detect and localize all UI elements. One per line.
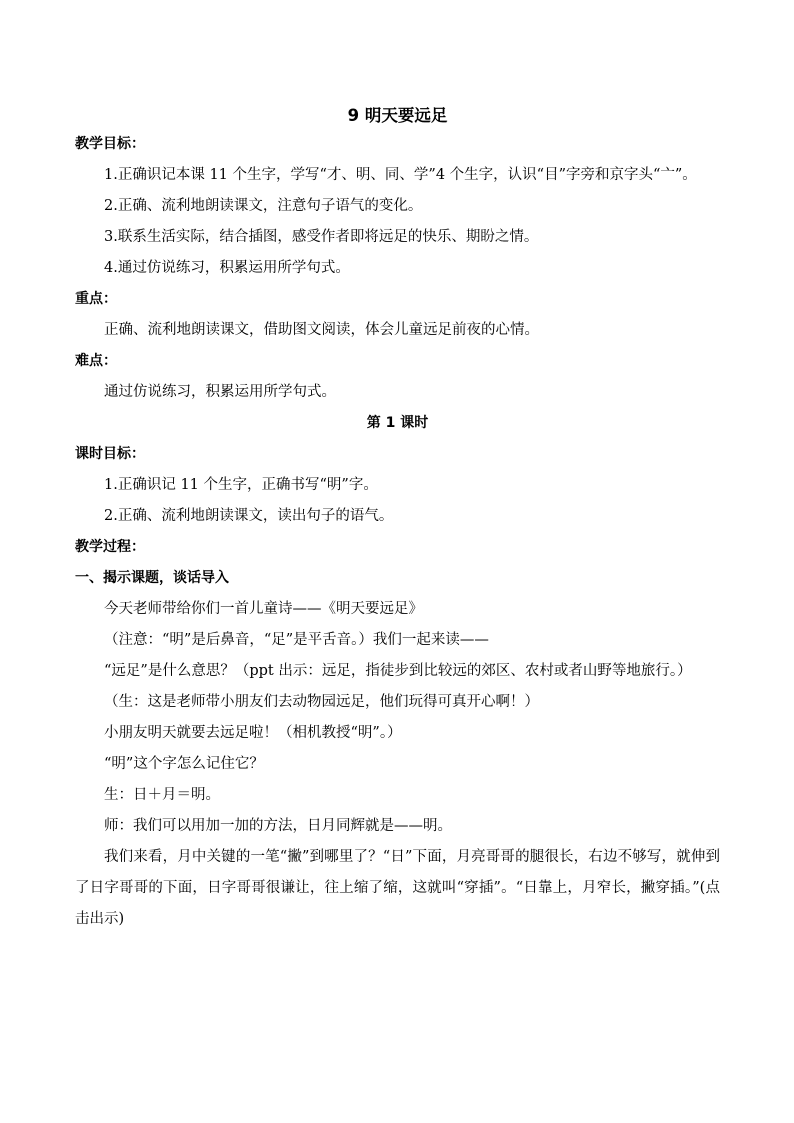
goal-3: 3.联系生活实际，结合插图，感受作者即将远足的快乐、期盼之情。: [104, 229, 539, 245]
paragraph-4: （生：这是老师带小朋友们去动物园远足，他们玩得可真开心啊！）: [104, 694, 539, 710]
teaching-goals-heading: 教学目标：: [75, 136, 145, 152]
section-1-heading: 一、揭示课题，谈话导入: [75, 570, 229, 586]
process-heading: 教学过程：: [75, 539, 145, 555]
paragraph-6: “明”这个字怎么记住它？: [104, 756, 264, 772]
key-heading: 重点：: [75, 291, 117, 307]
doc-title: 9 明天要远足: [347, 106, 448, 125]
goal-2: 2.正确、流利地朗读课文，注意句子语气的变化。: [104, 198, 423, 214]
paragraph-2: （注意：“明”是后鼻音，“足”是平舌音。）我们一起来读——: [104, 632, 489, 648]
key-text: 正确、流利地朗读课文，借助图文阅读，体会儿童远足前夜的心情。: [104, 322, 539, 338]
paragraph-3: “远足”是什么意思？（ppt 出示：远足，指徒步到比较远的郊区、农村或者山野等地旅行。）: [104, 663, 692, 679]
paragraph-7: 生：日＋月＝明。: [104, 787, 220, 803]
paragraph-5: 小朋友明天就要去远足啦！（相机教授“明”。）: [104, 725, 402, 741]
paragraph-8: 师：我们可以用加一加的方法，日月同辉就是——明。: [104, 818, 452, 834]
lesson-goals-heading: 课时目标：: [75, 446, 145, 462]
paragraph-1: 今天老师带给你们一首儿童诗——《明天要远足》: [104, 601, 423, 617]
goal-1: 1.正确识记本课 11 个生字，学写“才、明、同、学”4 个生字，认识“目”字旁和京字头“亠”。: [104, 167, 697, 183]
lesson-goal-2: 2.正确、流利地朗读课文，读出句子的语气。: [104, 508, 394, 524]
difficulty-heading: 难点：: [75, 353, 117, 369]
goal-4: 4.通过仿说练习，积累运用所学句式。: [104, 260, 350, 276]
paragraph-9: 我们来看，月中关键的一笔“撇”到哪里了？“日”下面，月亮哥哥的腿很长，右边不够写，就伸到了日字哥哥的下面，日字哥哥很谦让，往上缩了缩，这就叫“穿插”。“日靠上，月窄长，撇穿插。”(点击出示): [75, 849, 720, 927]
document-page: [75, 103, 720, 935]
difficulty-text: 通过仿说练习，积累运用所学句式。: [104, 384, 336, 400]
lesson-goal-1: 1.正确识记 11 个生字，正确书写“明”字。: [104, 477, 378, 493]
lesson-heading: 第 1 课时: [366, 415, 429, 431]
